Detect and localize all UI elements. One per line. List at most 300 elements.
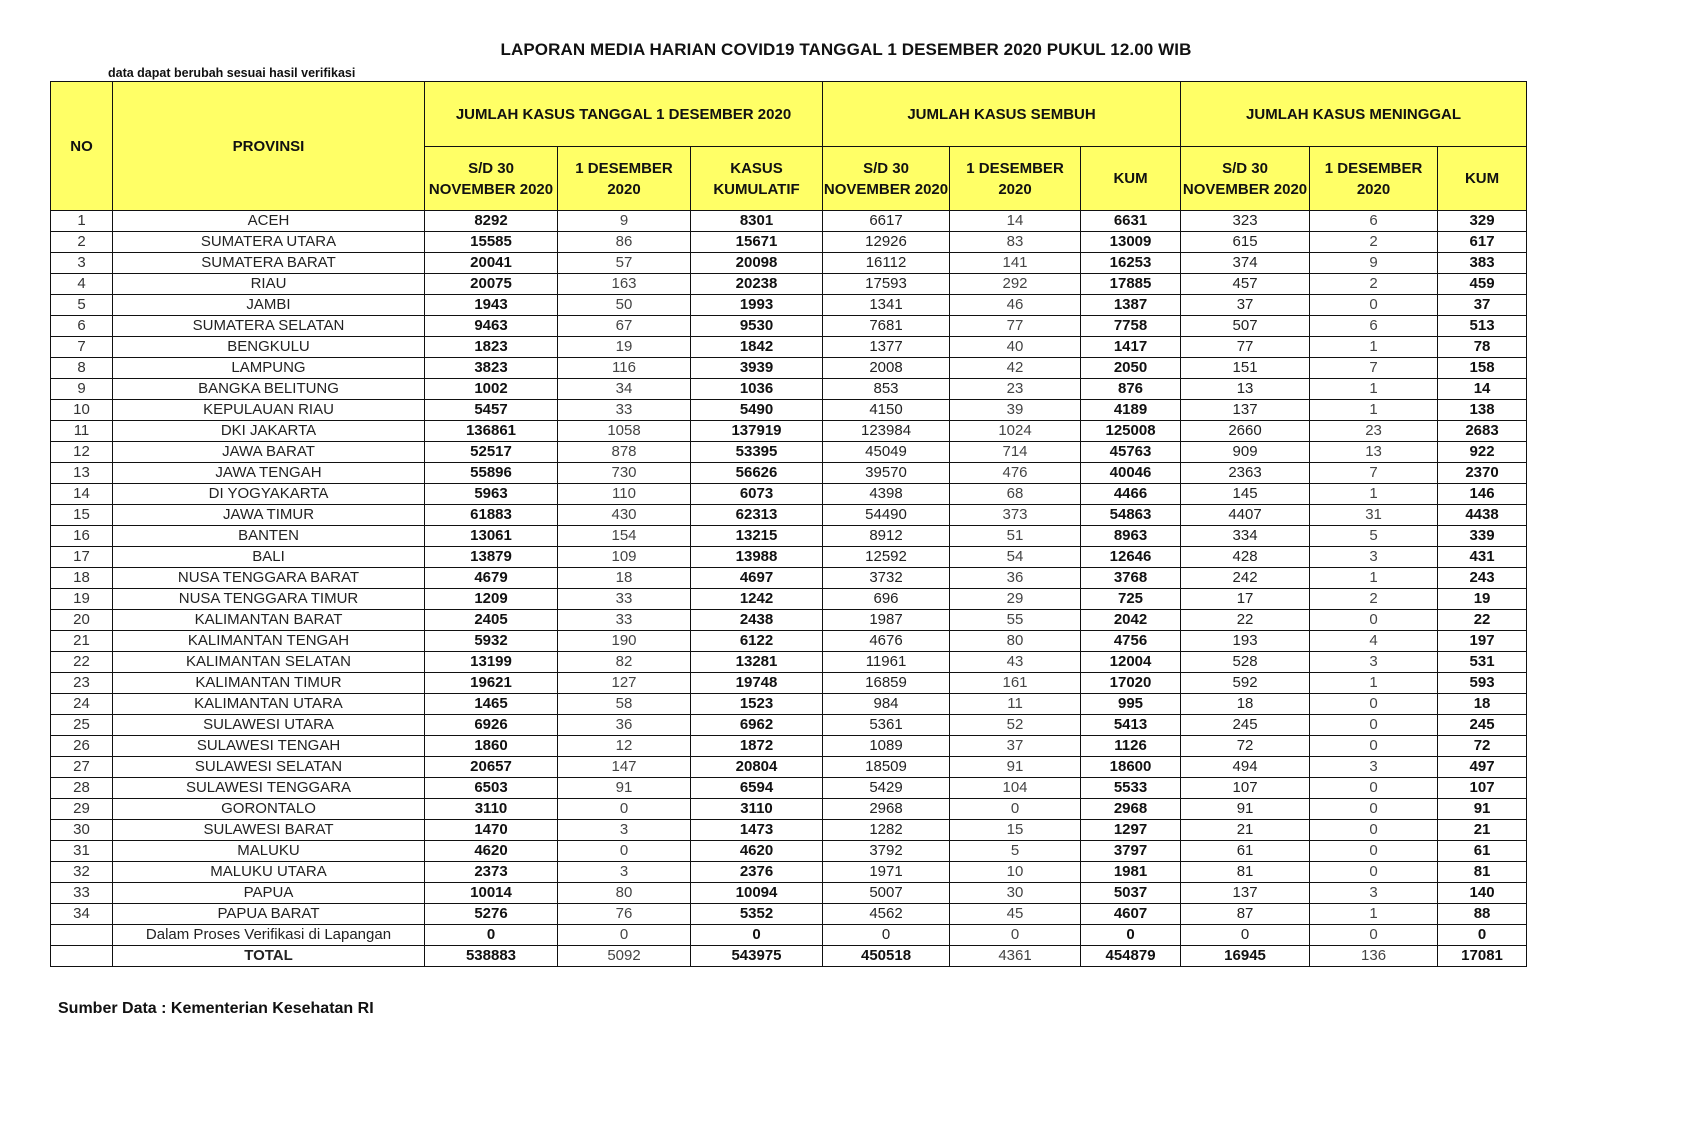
sembuh-hari-value: 161 <box>950 673 1081 694</box>
table-row <box>51 379 1527 400</box>
sembuh-kum-value: 1417 <box>1081 337 1181 358</box>
meninggal-hari-value: 6 <box>1310 211 1438 232</box>
meninggal-kum-value: 2370 <box>1438 463 1527 484</box>
province-name: SUMATERA BARAT <box>113 253 425 274</box>
sembuh-kum-value: 1387 <box>1081 295 1181 316</box>
table-row <box>51 295 1527 316</box>
header-meninggal-sd: S/D 30 NOVEMBER 2020 <box>1181 147 1310 211</box>
meninggal-hari-value: 1 <box>1310 904 1438 925</box>
row-number: 19 <box>51 589 113 610</box>
sembuh-sd-value: 12926 <box>823 232 950 253</box>
kasus-sd-value: 1002 <box>425 379 558 400</box>
kasus-kumulatif-value: 2376 <box>691 862 823 883</box>
province-name: SULAWESI BARAT <box>113 820 425 841</box>
row-number: 26 <box>51 736 113 757</box>
meninggal-sd-value: 137 <box>1181 883 1310 904</box>
meninggal-sd-value: 107 <box>1181 778 1310 799</box>
table-body <box>51 211 1527 967</box>
kasus-sd-value: 13061 <box>425 526 558 547</box>
table-row <box>51 841 1527 862</box>
table-row <box>51 820 1527 841</box>
meninggal-hari-value: 0 <box>1310 694 1438 715</box>
meninggal-hari-value: 2 <box>1310 232 1438 253</box>
sembuh-sd-value: 1987 <box>823 610 950 631</box>
kasus-sd-value: 1465 <box>425 694 558 715</box>
table-row <box>51 211 1527 232</box>
row-number: 20 <box>51 610 113 631</box>
sembuh-sd-value: 16112 <box>823 253 950 274</box>
sembuh-sd-value: 18509 <box>823 757 950 778</box>
kasus-sd-value: 6926 <box>425 715 558 736</box>
province-name: KEPULAUAN RIAU <box>113 400 425 421</box>
kasus-kumulatif-value: 2438 <box>691 610 823 631</box>
sembuh-hari-value: 15 <box>950 820 1081 841</box>
kasus-sd-value: 55896 <box>425 463 558 484</box>
sembuh-sd-value: 4676 <box>823 631 950 652</box>
meninggal-sd-value: 21 <box>1181 820 1310 841</box>
table-row <box>51 757 1527 778</box>
sembuh-hari-value: 77 <box>950 316 1081 337</box>
meninggal-sd-value: 16945 <box>1181 946 1310 967</box>
row-number: 11 <box>51 421 113 442</box>
sembuh-kum-value: 2968 <box>1081 799 1181 820</box>
kasus-hari-value: 0 <box>558 799 691 820</box>
meninggal-sd-value: 18 <box>1181 694 1310 715</box>
table-row <box>51 232 1527 253</box>
header-meninggal-hari: 1 DESEMBER 2020 <box>1310 147 1438 211</box>
meninggal-sd-value: 909 <box>1181 442 1310 463</box>
meninggal-hari-value: 0 <box>1310 925 1438 946</box>
sembuh-hari-value: 5 <box>950 841 1081 862</box>
meninggal-sd-value: 145 <box>1181 484 1310 505</box>
kasus-hari-value: 34 <box>558 379 691 400</box>
kasus-hari-value: 76 <box>558 904 691 925</box>
sembuh-sd-value: 54490 <box>823 505 950 526</box>
sembuh-sd-value: 5007 <box>823 883 950 904</box>
row-number: 4 <box>51 274 113 295</box>
table-row <box>51 799 1527 820</box>
kasus-sd-value: 3110 <box>425 799 558 820</box>
meninggal-kum-value: 88 <box>1438 904 1527 925</box>
sembuh-sd-value: 123984 <box>823 421 950 442</box>
sembuh-kum-value: 13009 <box>1081 232 1181 253</box>
table-row <box>51 442 1527 463</box>
kasus-kumulatif-value: 19748 <box>691 673 823 694</box>
sembuh-kum-value: 1126 <box>1081 736 1181 757</box>
row-number: 16 <box>51 526 113 547</box>
meninggal-kum-value: 81 <box>1438 862 1527 883</box>
sembuh-hari-value: 91 <box>950 757 1081 778</box>
meninggal-sd-value: 592 <box>1181 673 1310 694</box>
meninggal-hari-value: 3 <box>1310 883 1438 904</box>
sembuh-sd-value: 450518 <box>823 946 950 967</box>
meninggal-kum-value: 140 <box>1438 883 1527 904</box>
meninggal-sd-value: 13 <box>1181 379 1310 400</box>
sembuh-kum-value: 1981 <box>1081 862 1181 883</box>
sembuh-sd-value: 2968 <box>823 799 950 820</box>
row-number: 23 <box>51 673 113 694</box>
sembuh-kum-value: 0 <box>1081 925 1181 946</box>
kasus-kumulatif-value: 6962 <box>691 715 823 736</box>
kasus-hari-value: 878 <box>558 442 691 463</box>
row-number: 2 <box>51 232 113 253</box>
province-name: SUMATERA UTARA <box>113 232 425 253</box>
header-group-meninggal: JUMLAH KASUS MENINGGAL <box>1181 82 1527 147</box>
meninggal-sd-value: 615 <box>1181 232 1310 253</box>
sembuh-kum-value: 12004 <box>1081 652 1181 673</box>
sembuh-hari-value: 30 <box>950 883 1081 904</box>
meninggal-sd-value: 2660 <box>1181 421 1310 442</box>
sembuh-sd-value: 11961 <box>823 652 950 673</box>
data-source-note: Sumber Data : Kementerian Kesehatan RI <box>58 1000 374 1017</box>
kasus-hari-value: 0 <box>558 841 691 862</box>
sembuh-sd-value: 4562 <box>823 904 950 925</box>
meninggal-hari-value: 136 <box>1310 946 1438 967</box>
table-row <box>51 904 1527 925</box>
kasus-hari-value: 33 <box>558 610 691 631</box>
sembuh-hari-value: 714 <box>950 442 1081 463</box>
province-name: JAMBI <box>113 295 425 316</box>
table-row <box>51 652 1527 673</box>
meninggal-kum-value: 459 <box>1438 274 1527 295</box>
kasus-kumulatif-value: 6073 <box>691 484 823 505</box>
meninggal-hari-value: 0 <box>1310 778 1438 799</box>
meninggal-hari-value: 3 <box>1310 652 1438 673</box>
sembuh-hari-value: 373 <box>950 505 1081 526</box>
table-row <box>51 694 1527 715</box>
sembuh-kum-value: 4756 <box>1081 631 1181 652</box>
row-number: 6 <box>51 316 113 337</box>
meninggal-kum-value: 107 <box>1438 778 1527 799</box>
province-name: BENGKULU <box>113 337 425 358</box>
sembuh-kum-value: 725 <box>1081 589 1181 610</box>
meninggal-sd-value: 242 <box>1181 568 1310 589</box>
kasus-kumulatif-value: 5352 <box>691 904 823 925</box>
province-name: SULAWESI TENGAH <box>113 736 425 757</box>
province-name: NUSA TENGGARA BARAT <box>113 568 425 589</box>
row-number: 25 <box>51 715 113 736</box>
kasus-kumulatif-value: 1842 <box>691 337 823 358</box>
meninggal-hari-value: 0 <box>1310 799 1438 820</box>
kasus-sd-value: 13879 <box>425 547 558 568</box>
sembuh-hari-value: 36 <box>950 568 1081 589</box>
kasus-sd-value: 538883 <box>425 946 558 967</box>
sembuh-hari-value: 29 <box>950 589 1081 610</box>
sembuh-kum-value: 4607 <box>1081 904 1181 925</box>
meninggal-hari-value: 0 <box>1310 610 1438 631</box>
kasus-sd-value: 19621 <box>425 673 558 694</box>
province-name: SULAWESI SELATAN <box>113 757 425 778</box>
kasus-kumulatif-value: 9530 <box>691 316 823 337</box>
sembuh-kum-value: 17020 <box>1081 673 1181 694</box>
header-kasus-kum: KASUS KUMULATIF <box>691 147 823 211</box>
meninggal-kum-value: 37 <box>1438 295 1527 316</box>
sembuh-sd-value: 1282 <box>823 820 950 841</box>
report-subtitle: data dapat berubah sesuai hasil verifikasi <box>108 66 356 80</box>
sembuh-hari-value: 40 <box>950 337 1081 358</box>
province-name: ACEH <box>113 211 425 232</box>
kasus-sd-value: 13199 <box>425 652 558 673</box>
meninggal-kum-value: 243 <box>1438 568 1527 589</box>
kasus-kumulatif-value: 543975 <box>691 946 823 967</box>
kasus-hari-value: 110 <box>558 484 691 505</box>
sembuh-kum-value: 876 <box>1081 379 1181 400</box>
header-provinsi: PROVINSI <box>113 82 425 211</box>
sembuh-sd-value: 8912 <box>823 526 950 547</box>
sembuh-sd-value: 45049 <box>823 442 950 463</box>
meninggal-sd-value: 17 <box>1181 589 1310 610</box>
table-row <box>51 316 1527 337</box>
sembuh-hari-value: 37 <box>950 736 1081 757</box>
meninggal-sd-value: 528 <box>1181 652 1310 673</box>
header-kasus-sd: S/D 30 NOVEMBER 2020 <box>425 147 558 211</box>
sembuh-hari-value: 52 <box>950 715 1081 736</box>
meninggal-sd-value: 374 <box>1181 253 1310 274</box>
meninggal-sd-value: 507 <box>1181 316 1310 337</box>
sembuh-hari-value: 55 <box>950 610 1081 631</box>
kasus-sd-value: 20657 <box>425 757 558 778</box>
meninggal-sd-value: 0 <box>1181 925 1310 946</box>
sembuh-kum-value: 17885 <box>1081 274 1181 295</box>
kasus-hari-value: 18 <box>558 568 691 589</box>
province-name: RIAU <box>113 274 425 295</box>
row-number: 21 <box>51 631 113 652</box>
sembuh-sd-value: 696 <box>823 589 950 610</box>
kasus-hari-value: 730 <box>558 463 691 484</box>
row-number: 34 <box>51 904 113 925</box>
province-name: MALUKU <box>113 841 425 862</box>
province-name: TOTAL <box>113 946 425 967</box>
sembuh-sd-value: 6617 <box>823 211 950 232</box>
kasus-sd-value: 136861 <box>425 421 558 442</box>
meninggal-kum-value: 383 <box>1438 253 1527 274</box>
sembuh-hari-value: 39 <box>950 400 1081 421</box>
header-meninggal-kum: KUM <box>1438 147 1527 211</box>
kasus-hari-value: 109 <box>558 547 691 568</box>
kasus-kumulatif-value: 4620 <box>691 841 823 862</box>
meninggal-kum-value: 21 <box>1438 820 1527 841</box>
province-name: SUMATERA SELATAN <box>113 316 425 337</box>
kasus-kumulatif-value: 1473 <box>691 820 823 841</box>
kasus-kumulatif-value: 13215 <box>691 526 823 547</box>
kasus-kumulatif-value: 20098 <box>691 253 823 274</box>
sembuh-sd-value: 1377 <box>823 337 950 358</box>
table-row <box>51 736 1527 757</box>
kasus-sd-value: 1860 <box>425 736 558 757</box>
kasus-sd-value: 5963 <box>425 484 558 505</box>
sembuh-hari-value: 68 <box>950 484 1081 505</box>
meninggal-sd-value: 72 <box>1181 736 1310 757</box>
meninggal-hari-value: 9 <box>1310 253 1438 274</box>
row-number: 27 <box>51 757 113 778</box>
table-row <box>51 253 1527 274</box>
meninggal-hari-value: 0 <box>1310 736 1438 757</box>
kasus-sd-value: 4620 <box>425 841 558 862</box>
meninggal-hari-value: 0 <box>1310 862 1438 883</box>
sembuh-sd-value: 5361 <box>823 715 950 736</box>
sembuh-hari-value: 14 <box>950 211 1081 232</box>
meninggal-kum-value: 61 <box>1438 841 1527 862</box>
meninggal-kum-value: 146 <box>1438 484 1527 505</box>
kasus-hari-value: 1058 <box>558 421 691 442</box>
meninggal-kum-value: 22 <box>1438 610 1527 631</box>
sembuh-hari-value: 104 <box>950 778 1081 799</box>
sembuh-hari-value: 0 <box>950 925 1081 946</box>
sembuh-kum-value: 2042 <box>1081 610 1181 631</box>
meninggal-kum-value: 17081 <box>1438 946 1527 967</box>
kasus-hari-value: 0 <box>558 925 691 946</box>
sembuh-sd-value: 12592 <box>823 547 950 568</box>
kasus-hari-value: 58 <box>558 694 691 715</box>
meninggal-sd-value: 334 <box>1181 526 1310 547</box>
report-title: LAPORAN MEDIA HARIAN COVID19 TANGGAL 1 DESEMBER 2020 PUKUL 12.00 WIB <box>500 40 1192 59</box>
sembuh-kum-value: 1297 <box>1081 820 1181 841</box>
kasus-hari-value: 57 <box>558 253 691 274</box>
meninggal-sd-value: 61 <box>1181 841 1310 862</box>
table-row <box>51 673 1527 694</box>
kasus-kumulatif-value: 4697 <box>691 568 823 589</box>
province-name: LAMPUNG <box>113 358 425 379</box>
sembuh-hari-value: 1024 <box>950 421 1081 442</box>
province-name: DI YOGYAKARTA <box>113 484 425 505</box>
sembuh-sd-value: 0 <box>823 925 950 946</box>
kasus-sd-value: 0 <box>425 925 558 946</box>
sembuh-kum-value: 4466 <box>1081 484 1181 505</box>
meninggal-hari-value: 23 <box>1310 421 1438 442</box>
meninggal-kum-value: 19 <box>1438 589 1527 610</box>
sembuh-sd-value: 853 <box>823 379 950 400</box>
kasus-kumulatif-value: 1872 <box>691 736 823 757</box>
meninggal-sd-value: 193 <box>1181 631 1310 652</box>
sembuh-kum-value: 7758 <box>1081 316 1181 337</box>
kasus-kumulatif-value: 0 <box>691 925 823 946</box>
sembuh-kum-value: 454879 <box>1081 946 1181 967</box>
kasus-kumulatif-value: 1242 <box>691 589 823 610</box>
row-number: 17 <box>51 547 113 568</box>
kasus-hari-value: 147 <box>558 757 691 778</box>
row-number: 30 <box>51 820 113 841</box>
province-name: GORONTALO <box>113 799 425 820</box>
meninggal-kum-value: 513 <box>1438 316 1527 337</box>
sembuh-hari-value: 42 <box>950 358 1081 379</box>
row-number: 33 <box>51 883 113 904</box>
sembuh-kum-value: 3768 <box>1081 568 1181 589</box>
kasus-kumulatif-value: 1036 <box>691 379 823 400</box>
sembuh-hari-value: 292 <box>950 274 1081 295</box>
meninggal-sd-value: 91 <box>1181 799 1310 820</box>
meninggal-kum-value: 18 <box>1438 694 1527 715</box>
kasus-hari-value: 154 <box>558 526 691 547</box>
meninggal-sd-value: 137 <box>1181 400 1310 421</box>
kasus-kumulatif-value: 3939 <box>691 358 823 379</box>
table-row <box>51 358 1527 379</box>
table-row <box>51 610 1527 631</box>
row-number <box>51 946 113 967</box>
sembuh-sd-value: 984 <box>823 694 950 715</box>
meninggal-sd-value: 151 <box>1181 358 1310 379</box>
province-name: KALIMANTAN TENGAH <box>113 631 425 652</box>
sembuh-hari-value: 51 <box>950 526 1081 547</box>
kasus-sd-value: 6503 <box>425 778 558 799</box>
kasus-kumulatif-value: 1993 <box>691 295 823 316</box>
sembuh-kum-value: 54863 <box>1081 505 1181 526</box>
meninggal-kum-value: 339 <box>1438 526 1527 547</box>
province-name: KALIMANTAN TIMUR <box>113 673 425 694</box>
kasus-hari-value: 127 <box>558 673 691 694</box>
kasus-hari-value: 12 <box>558 736 691 757</box>
table-row <box>51 421 1527 442</box>
meninggal-hari-value: 7 <box>1310 463 1438 484</box>
kasus-kumulatif-value: 20804 <box>691 757 823 778</box>
row-number <box>51 925 113 946</box>
kasus-hari-value: 82 <box>558 652 691 673</box>
province-name: BALI <box>113 547 425 568</box>
table-row <box>51 337 1527 358</box>
row-number: 14 <box>51 484 113 505</box>
sembuh-sd-value: 5429 <box>823 778 950 799</box>
meninggal-hari-value: 1 <box>1310 337 1438 358</box>
meninggal-hari-value: 0 <box>1310 295 1438 316</box>
meninggal-sd-value: 37 <box>1181 295 1310 316</box>
kasus-hari-value: 91 <box>558 778 691 799</box>
row-number: 7 <box>51 337 113 358</box>
sembuh-sd-value: 4398 <box>823 484 950 505</box>
sembuh-kum-value: 5533 <box>1081 778 1181 799</box>
province-name: BANGKA BELITUNG <box>113 379 425 400</box>
kasus-sd-value: 3823 <box>425 358 558 379</box>
kasus-sd-value: 2373 <box>425 862 558 883</box>
sembuh-kum-value: 995 <box>1081 694 1181 715</box>
kasus-hari-value: 67 <box>558 316 691 337</box>
kasus-sd-value: 5276 <box>425 904 558 925</box>
kasus-kumulatif-value: 137919 <box>691 421 823 442</box>
meninggal-hari-value: 1 <box>1310 484 1438 505</box>
sembuh-hari-value: 141 <box>950 253 1081 274</box>
table-row <box>51 778 1527 799</box>
kasus-hari-value: 80 <box>558 883 691 904</box>
sembuh-hari-value: 10 <box>950 862 1081 883</box>
kasus-sd-value: 1209 <box>425 589 558 610</box>
meninggal-sd-value: 245 <box>1181 715 1310 736</box>
kasus-kumulatif-value: 13281 <box>691 652 823 673</box>
meninggal-kum-value: 138 <box>1438 400 1527 421</box>
sembuh-kum-value: 18600 <box>1081 757 1181 778</box>
meninggal-kum-value: 922 <box>1438 442 1527 463</box>
kasus-hari-value: 86 <box>558 232 691 253</box>
table-row <box>51 568 1527 589</box>
sembuh-sd-value: 1341 <box>823 295 950 316</box>
meninggal-hari-value: 1 <box>1310 673 1438 694</box>
meninggal-kum-value: 2683 <box>1438 421 1527 442</box>
header-group-sembuh: JUMLAH KASUS SEMBUH <box>823 82 1181 147</box>
table-row <box>51 484 1527 505</box>
sembuh-hari-value: 46 <box>950 295 1081 316</box>
kasus-sd-value: 1823 <box>425 337 558 358</box>
province-name: KALIMANTAN BARAT <box>113 610 425 631</box>
kasus-sd-value: 61883 <box>425 505 558 526</box>
province-name: SULAWESI TENGGARA <box>113 778 425 799</box>
meninggal-sd-value: 4407 <box>1181 505 1310 526</box>
sembuh-kum-value: 125008 <box>1081 421 1181 442</box>
kasus-kumulatif-value: 6122 <box>691 631 823 652</box>
row-number: 1 <box>51 211 113 232</box>
row-number: 3 <box>51 253 113 274</box>
province-name: MALUKU UTARA <box>113 862 425 883</box>
sembuh-sd-value: 3732 <box>823 568 950 589</box>
row-number: 31 <box>51 841 113 862</box>
sembuh-sd-value: 1971 <box>823 862 950 883</box>
kasus-sd-value: 15585 <box>425 232 558 253</box>
